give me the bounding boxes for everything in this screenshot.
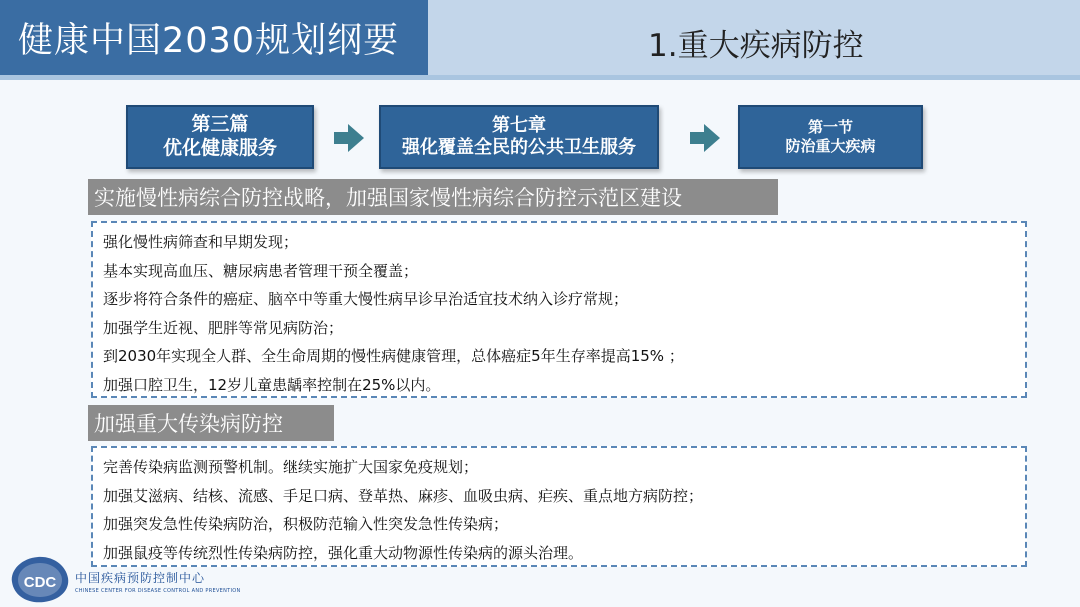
section-title: 1.重大疾病防控	[648, 28, 864, 64]
list-item: 完善传染病监测预警机制。继续实施扩大国家免疫规划；	[103, 458, 479, 476]
list-item: 加强口腔卫生，12岁儿童患龋率控制在25%以内。	[103, 375, 441, 394]
breadcrumb-chapter-title: 强化覆盖全民的公共卫生服务	[402, 137, 636, 158]
breadcrumb-part-title: 优化健康服务	[162, 137, 277, 159]
list-item: 到2030年实现全人群、全生命周期的慢性病健康管理，总体癌症5年生存率提高15% ；	[103, 347, 684, 366]
logo-name-cn: 中国疾病预防控制中心	[75, 571, 206, 585]
arrow-right-icon	[334, 124, 364, 152]
arrow-right-icon	[690, 124, 720, 152]
list-item: 强化慢性病筛查和早期发现；	[103, 233, 299, 251]
breadcrumb-section-title: 防治重大疾病	[785, 137, 876, 155]
infectious-disease-list	[91, 446, 1027, 567]
breadcrumb-part	[126, 105, 314, 169]
list-item: 加强艾滋病、结核、流感、手足口病、登革热、麻疹、血吸虫病、疟疾、重点地方病防控；	[103, 486, 704, 505]
logo-name-en: CHINESE CENTER FOR DISEASE CONTROL AND PREVENTION	[75, 588, 241, 594]
breadcrumb-chapter	[379, 105, 659, 169]
list-item: 加强鼠疫等传统烈性传染病防控，强化重大动物源性传染病的源头治理。	[103, 543, 584, 562]
cdc-logo-icon	[6, 552, 72, 604]
chronic-disease-heading: 实施慢性病综合防控战略，加强国家慢性病综合防控示范区建设	[88, 179, 778, 215]
chronic-disease-list	[91, 221, 1027, 398]
header-divider	[0, 75, 1080, 80]
breadcrumb-part-number: 第三篇	[191, 113, 249, 136]
slide-title: 健康中国2030规划纲要	[0, 0, 428, 75]
list-item: 基本实现高血压、糖尿病患者管理干预全覆盖；	[103, 261, 419, 280]
breadcrumb-section-number: 第一节	[807, 118, 853, 137]
list-item: 逐步将符合条件的癌症、脑卒中等重大慢性病早诊早治适宜技术纳入诊疗常规；	[103, 290, 629, 309]
infectious-disease-heading: 加强重大传染病防控	[88, 405, 334, 441]
list-item: 加强学生近视、肥胖等常见病防治；	[103, 318, 344, 337]
list-item: 加强突发急性传染病防治，积极防范输入性突发急性传染病；	[103, 515, 509, 534]
logo-abbr: CDC	[23, 574, 57, 591]
breadcrumb-section	[738, 105, 923, 169]
breadcrumb-chapter-number: 第七章	[492, 114, 546, 136]
